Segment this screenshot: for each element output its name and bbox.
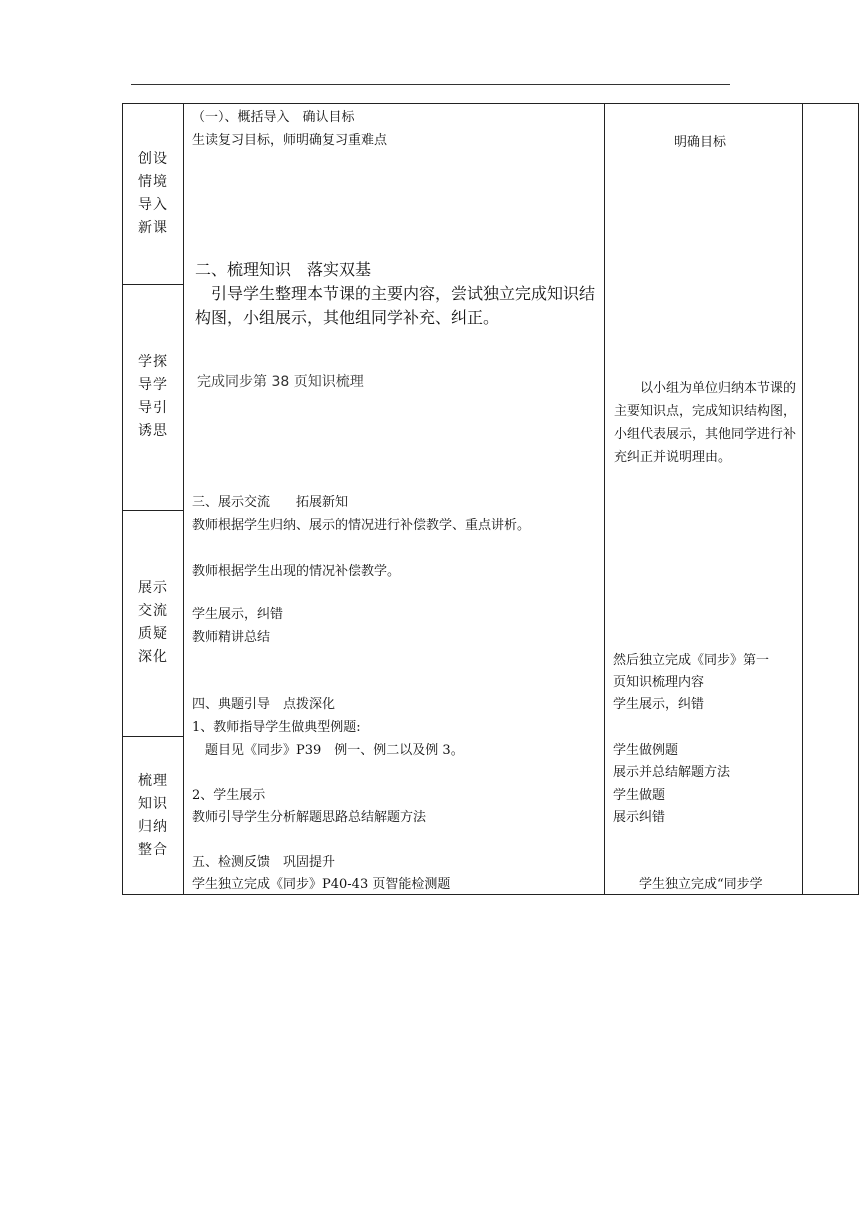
section-2-body: 引导学生整理本节课的主要内容，尝试独立完成知识结构图，小组展示，其他组同学补充、纠正。 [195, 284, 596, 327]
section-4-line: 2、学生展示 [192, 788, 266, 803]
section-4-line: 教师引导学生分析解题思路总结解题方法 [192, 810, 427, 825]
stage-label-line: 创设 [138, 150, 168, 167]
student-line: 展示纠错 [613, 810, 666, 825]
section-3-line: 教师根据学生归纳、展示的情况进行补偿教学、重点讲析。 [192, 518, 531, 533]
stage-label-line: 交流 [138, 603, 168, 619]
section-3-line: 教师根据学生出现的情况补偿教学。 [192, 564, 401, 579]
student-line: 然后独立完成《同步》第一 [613, 653, 770, 668]
stage-label-line: 导入 [138, 196, 168, 213]
col-divider-teacher [604, 103, 605, 895]
stage-label-line: 展示 [138, 580, 168, 596]
student-line: 学生做题 [613, 788, 666, 803]
stage-label-line: 导引 [138, 400, 168, 416]
stage-cell-explore [123, 284, 183, 510]
section-3-line: 学生展示，纠错 [192, 607, 284, 622]
stage-label-line: 新课 [138, 219, 168, 236]
stage-label-line: 深化 [138, 649, 168, 665]
stage-label-line: 诱思 [138, 423, 168, 439]
stage-label-line: 知识 [138, 795, 168, 812]
section-5-line: 学生独立完成《同步》P40-43 页智能检测题 [192, 877, 451, 892]
student-group-paragraph: 以小组为单位归纳本节课的主要知识点，完成知识结构图，小组代表展示，其他同学进行补充纠正并说明理由。 [614, 381, 797, 465]
col-divider-stage [183, 103, 184, 895]
student-line: 展示并总结解题方法 [613, 765, 731, 780]
col-divider-student [802, 103, 803, 895]
stage-label-line: 归纳 [138, 818, 168, 835]
stage-label-line: 情境 [138, 173, 168, 190]
section-1-line: 生读复习目标，师明确复习重难点 [192, 133, 388, 148]
section-4-title: 四、典题引导 点拨深化 [192, 697, 336, 712]
stage-cell-exchange [123, 510, 183, 736]
stage-cell-intro [123, 103, 183, 284]
student-line: 学生做例题 [613, 743, 679, 758]
stage-label-line: 质疑 [138, 626, 168, 642]
stage-label-line: 整合 [138, 841, 168, 858]
stage-cell-summary [123, 736, 183, 895]
stage-label-line: 梳理 [138, 772, 168, 789]
section-2-sync-note: 完成同步第 38 页知识梳理 [197, 374, 364, 390]
section-5-title: 五、检测反馈 巩固提升 [192, 855, 336, 870]
student-line: 页知识梳理内容 [613, 675, 705, 690]
student-line: 学生独立完成“同步学 [613, 877, 763, 892]
section-1-title: （一）、概括导入 确认目标 [192, 110, 355, 125]
student-line: 学生展示，纠错 [613, 697, 705, 712]
section-4-line: 题目见《同步》P39 例一、例二以及例 3。 [192, 743, 464, 758]
section-2-title: 二、梳理知识 落实双基 [195, 260, 372, 279]
section-3-title: 三、展示交流 拓展新知 [192, 495, 349, 510]
stage-label-line: 导学 [138, 377, 168, 393]
stage-label-line: 学探 [138, 354, 168, 370]
section-4-line: 1、教师指导学生做典型例题: [192, 720, 361, 735]
section-3-line: 教师精讲总结 [192, 630, 271, 645]
student-goal: 明确目标 [674, 135, 727, 150]
header-rule [131, 84, 730, 85]
